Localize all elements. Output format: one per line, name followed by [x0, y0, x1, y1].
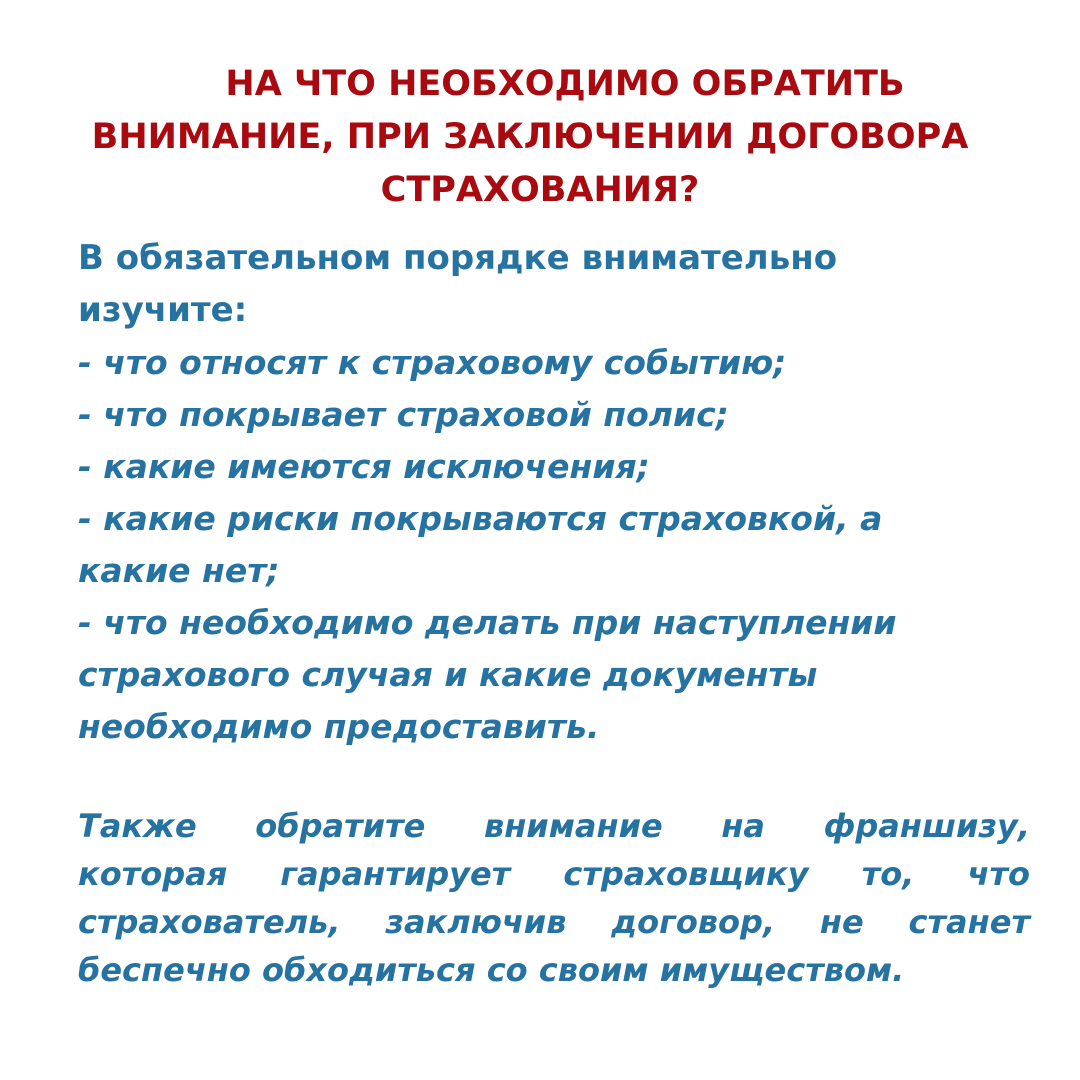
intro-text [78, 232, 1038, 336]
list-item-text: страхового случая и какие документы [78, 655, 818, 694]
list-item-text: - что относят к страховому событию; [78, 343, 787, 382]
page-title [40, 58, 1040, 217]
list-item [78, 389, 1038, 441]
title-line-3: СТРАХОВАНИЯ? [380, 170, 700, 210]
list-item-text: - какие риски покрываются страховкой, а [78, 499, 883, 538]
intro-line-2: изучите: [78, 290, 248, 330]
list-item [78, 441, 1038, 493]
checklist [78, 337, 1038, 753]
franchise-note [78, 802, 1030, 994]
intro-line-1: В обязательном порядке внимательно [78, 238, 838, 278]
title-line-1: НА ЧТО НЕОБХОДИМО ОБРАТИТЬ [225, 64, 905, 104]
list-item [78, 493, 1038, 597]
list-item-text: какие нет; [78, 551, 280, 590]
list-item-text: - какие имеются исключения; [78, 447, 650, 486]
franchise-line: беспечно обходиться со своим имуществом. [78, 951, 905, 989]
list-item [78, 597, 1038, 753]
franchise-line: страхователь, заключив договор, не станет [78, 903, 1030, 941]
title-line-2: ВНИМАНИЕ, ПРИ ЗАКЛЮЧЕНИИ ДОГОВОРА [91, 117, 969, 157]
franchise-line: которая гарантирует страховщику то, что [78, 855, 1030, 893]
list-item-text: необходимо предоставить. [78, 707, 600, 746]
list-item [78, 337, 1038, 389]
list-item-text: - что покрывает страховой полис; [78, 395, 729, 434]
list-item-text: - что необходимо делать при наступлении [78, 603, 897, 642]
franchise-line: Также обратите внимание на франшизу, [78, 807, 1030, 845]
